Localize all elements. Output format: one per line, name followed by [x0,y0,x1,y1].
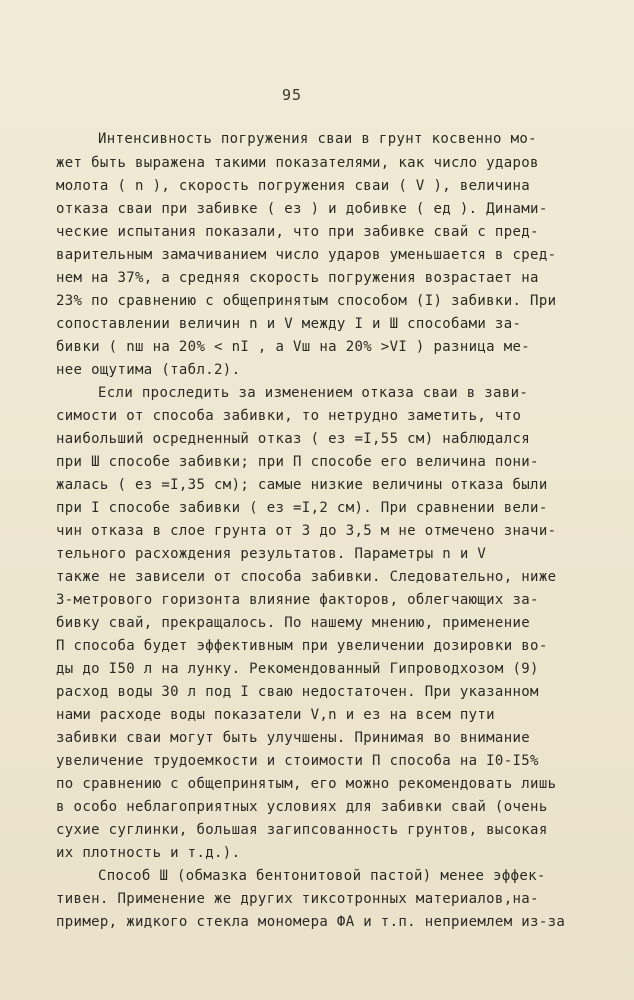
text-line: Интенсивность погружения сваи в грунт косвенно мо- [98,131,537,147]
text-line: сухие суглинки, большая загипсованность грунтов, высокая [56,822,548,838]
text-line: бивки ( nш на 20% < nI , а Vш на 20% >VI ) разница ме- [56,339,531,355]
text-line: по сравнению с общепринятым, его можно рекомендовать лишь [56,776,557,792]
text-line: пример, жидкого стекла мономера ФА и т.п. неприемлем из-за [56,914,566,930]
text-line: забивки сваи могут быть улучшены. Принимая во внимание [56,730,531,746]
text-line: увеличение трудоемкости и стоимости П способа на I0-I5% [56,753,539,769]
text-line: молота ( n ), скорость погружения сваи ( V ), величина [56,178,531,194]
text-line: чин отказа в слое грунта от 3 до 3,5 м не отмечено значи- [56,523,557,539]
text-line: жет быть выражена такими показателями, как число ударов [56,155,539,171]
text-line: в особо неблагоприятных условиях для забивки свай (очень [56,799,548,815]
text-line: при Ш способе забивки; при П способе его величина пони- [56,454,539,470]
text-line: наибольший осредненный отказ ( eз =I,55 см) наблюдался [56,431,531,447]
text-line: нее ощутима (табл.2). [56,362,241,378]
text-line: тивен. Применение же других тиксотронных материалов,на- [56,891,539,907]
text-line: сопоставлении величин n и V между I и Ш способами за- [56,316,522,332]
text-line: 3-метрового горизонта влияние факторов, облегчающих за- [56,592,539,608]
text-line: их плотность и т.д.). [56,845,241,861]
text-line: также не зависели от способа забивки. Следовательно, ниже [56,569,557,585]
text-line: Способ Ш (обмазка бентонитовой пастой) менее эффек- [98,868,546,884]
text-line: нами расходе воды показатели V,n и eз на всем пути [56,707,495,723]
page-number: 95 [282,86,303,104]
text-line: 23% по сравнению с общепринятым способом (I) забивки. При [56,293,557,309]
text-line: нем на 37%, а средняя скорость погружения возрастает на [56,270,539,286]
text-line: расход воды 30 л под I сваю недостаточен. При указанном [56,684,539,700]
text-line: П способа будет эффективным при увеличении дозировки во- [56,638,548,654]
text-line: бивку свай, прекращалось. По нашему мнению, применение [56,615,531,631]
text-line: симости от способа забивки, то нетрудно заметить, что [56,408,522,424]
text-line: при I способе забивки ( eз =I,2 см). При сравнении вели- [56,500,548,516]
text-line: отказа сваи при забивке ( eз ) и добивке ( eд ). Динами- [56,201,548,217]
text-line: ды до I50 л на лунку. Рекомендованный Гипроводхозом (9) [56,661,539,677]
text-line: тельного расхождения результатов. Параметры n и V [56,546,487,562]
text-line: Если проследить за изменением отказа сваи в зави- [98,385,529,401]
text-line: ческие испытания показали, что при забивке свай с пред- [56,224,539,240]
text-line: жалась ( eз =I,35 см); самые низкие величины отказа были [56,477,548,493]
text-line: варительным замачиванием число ударов уменьшается в сред- [56,247,557,263]
